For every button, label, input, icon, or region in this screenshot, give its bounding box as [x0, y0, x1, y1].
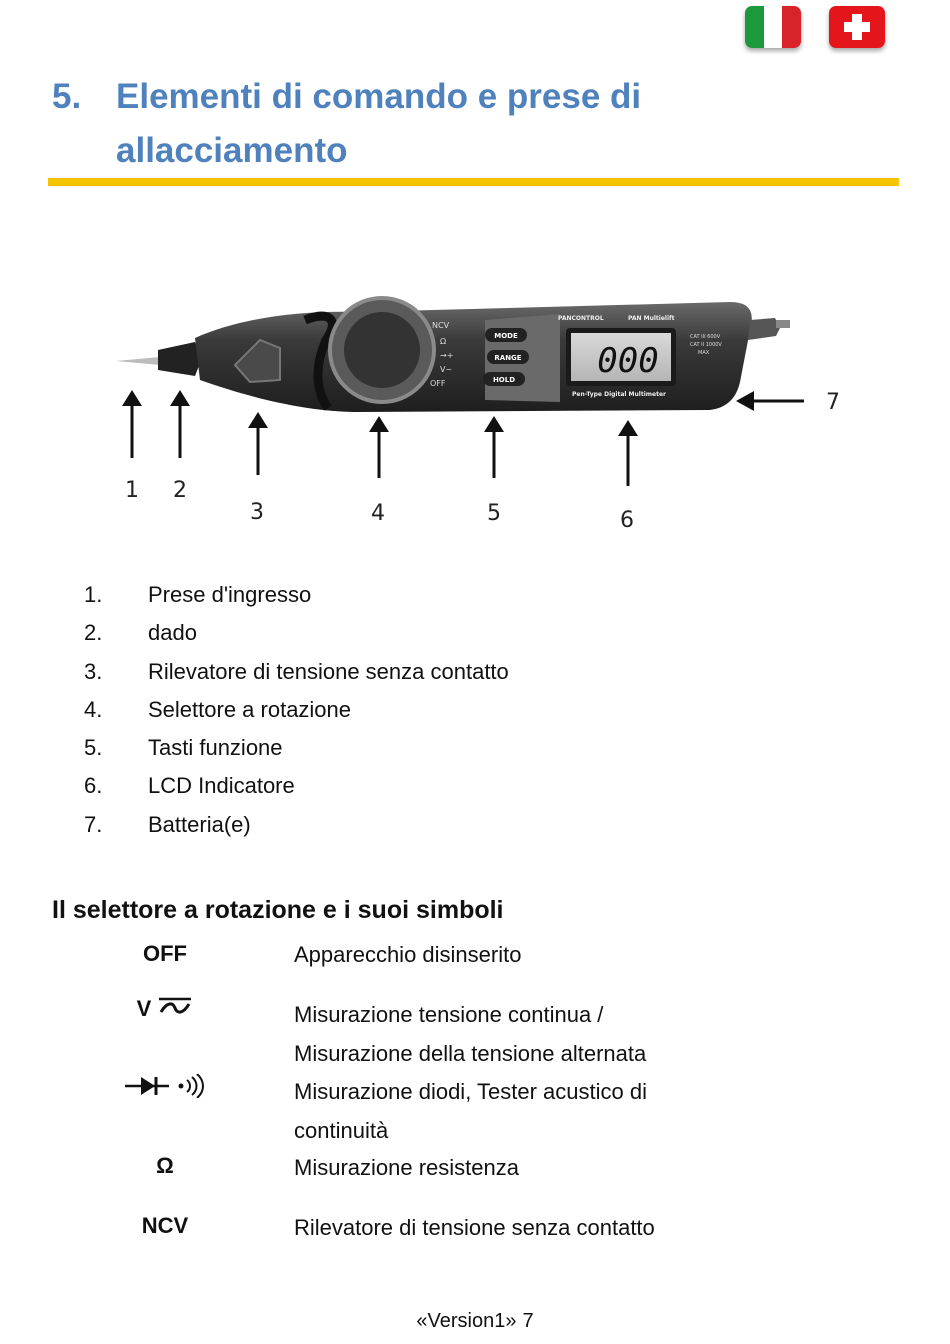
callout-1: 1 [125, 478, 139, 503]
dial-mark: OFF [430, 379, 446, 388]
voltage-symbol [110, 996, 220, 1022]
footer-page-number: 7 [522, 1310, 534, 1332]
diode-description-line2: continuità [294, 1117, 389, 1143]
hold-button-label: HOLD [492, 376, 516, 384]
rating-line: CAT II 1000V [690, 342, 722, 348]
ncv-symbol: NCV [141, 1213, 189, 1238]
dial-mark: NCV [432, 321, 450, 330]
callout-7: 7 [826, 390, 840, 415]
list-number: 4. [84, 696, 103, 722]
italy-flag-red [782, 6, 801, 48]
italy-flag-white [764, 6, 783, 48]
lcd-reading: 000 [597, 341, 659, 381]
list-number: 7. [84, 811, 103, 837]
list-text: dado [148, 620, 197, 646]
section-title-line2: allacciamento [116, 131, 348, 170]
list-text: LCD Indicatore [148, 773, 295, 799]
brand-label: PANCONTROL [558, 315, 604, 322]
diode-continuity-icon [123, 1074, 207, 1098]
list-number: 2. [84, 620, 103, 646]
list-number: 3. [84, 658, 103, 684]
multimeter-figure [100, 290, 860, 540]
diode-description [294, 1073, 744, 1150]
dial-mark: V~ [440, 365, 453, 374]
callout-2: 2 [173, 478, 187, 503]
list-item [84, 691, 684, 729]
off-description: Apparecchio disinserito [294, 942, 522, 967]
list-number: 6. [84, 773, 103, 799]
section-number: 5. [52, 77, 82, 116]
list-item [84, 653, 684, 691]
footer-version: «Version1» [416, 1310, 517, 1332]
list-number: 5. [84, 735, 103, 761]
voltage-ac-dc-icon [157, 996, 193, 1020]
voltage-description-line1: Misurazione tensione continua / [294, 1002, 604, 1027]
list-text: Selettore a rotazione [148, 696, 352, 722]
rating-line: MAX [698, 350, 710, 356]
diode-continuity-symbol [110, 1074, 220, 1104]
dial-mark: Ω [440, 337, 447, 346]
list-number: 1. [84, 582, 103, 607]
list-item [84, 576, 684, 614]
ohm-symbol: Ω [156, 1153, 174, 1178]
swiss-cross-bar [844, 22, 870, 32]
rating-line: CAT III 600V [690, 334, 721, 340]
off-symbol: OFF [143, 941, 187, 966]
probe-tip [116, 357, 160, 365]
list-item [84, 614, 684, 652]
callout-5: 5 [487, 501, 501, 526]
list-text: Batteria(e) [148, 811, 251, 837]
list-text: Prese d'ingresso [148, 582, 312, 607]
battery-cap-tip [776, 320, 790, 328]
ohm-description: Misurazione resistenza [294, 1155, 519, 1180]
voltage-description [294, 996, 744, 1073]
list-text: Tasti funzione [148, 735, 283, 761]
nut [158, 342, 202, 376]
page-footer [0, 1310, 950, 1333]
switzerland-flag[interactable] [829, 6, 885, 48]
list-text: Rilevatore di tensione senza contatto [148, 658, 509, 684]
heading-rule [48, 178, 899, 186]
italy-flag[interactable] [745, 6, 801, 48]
callout-4: 4 [371, 501, 385, 526]
device-subtitle: Pen-Type Digital Multimeter [572, 391, 666, 398]
range-button-label: RANGE [494, 354, 522, 362]
diode-description-line1: Misurazione diodi, Tester acustico di [294, 1079, 647, 1104]
list-item [84, 767, 684, 805]
italy-flag-green [745, 6, 764, 48]
rotary-dial-knob[interactable] [344, 312, 420, 388]
model-label: PAN Multielift [628, 315, 675, 322]
callout-6: 6 [620, 508, 634, 533]
battery-cap [748, 318, 780, 340]
selector-heading: Il selettore a rotazione e i suoi simboli [52, 896, 504, 924]
component-list [84, 576, 684, 844]
list-item [84, 729, 684, 767]
voltage-description-line2: Misurazione della tensione alternata [294, 1040, 647, 1066]
voltage-symbol-letter: V [136, 996, 152, 1021]
section-title-line1: Elementi di comando e prese di [116, 77, 642, 116]
ncv-description: Rilevatore di tensione senza contatto [294, 1215, 655, 1240]
mode-button-label: MODE [494, 332, 518, 340]
dial-mark: →+ [440, 351, 454, 360]
list-item [84, 806, 684, 844]
callout-3: 3 [250, 500, 264, 525]
